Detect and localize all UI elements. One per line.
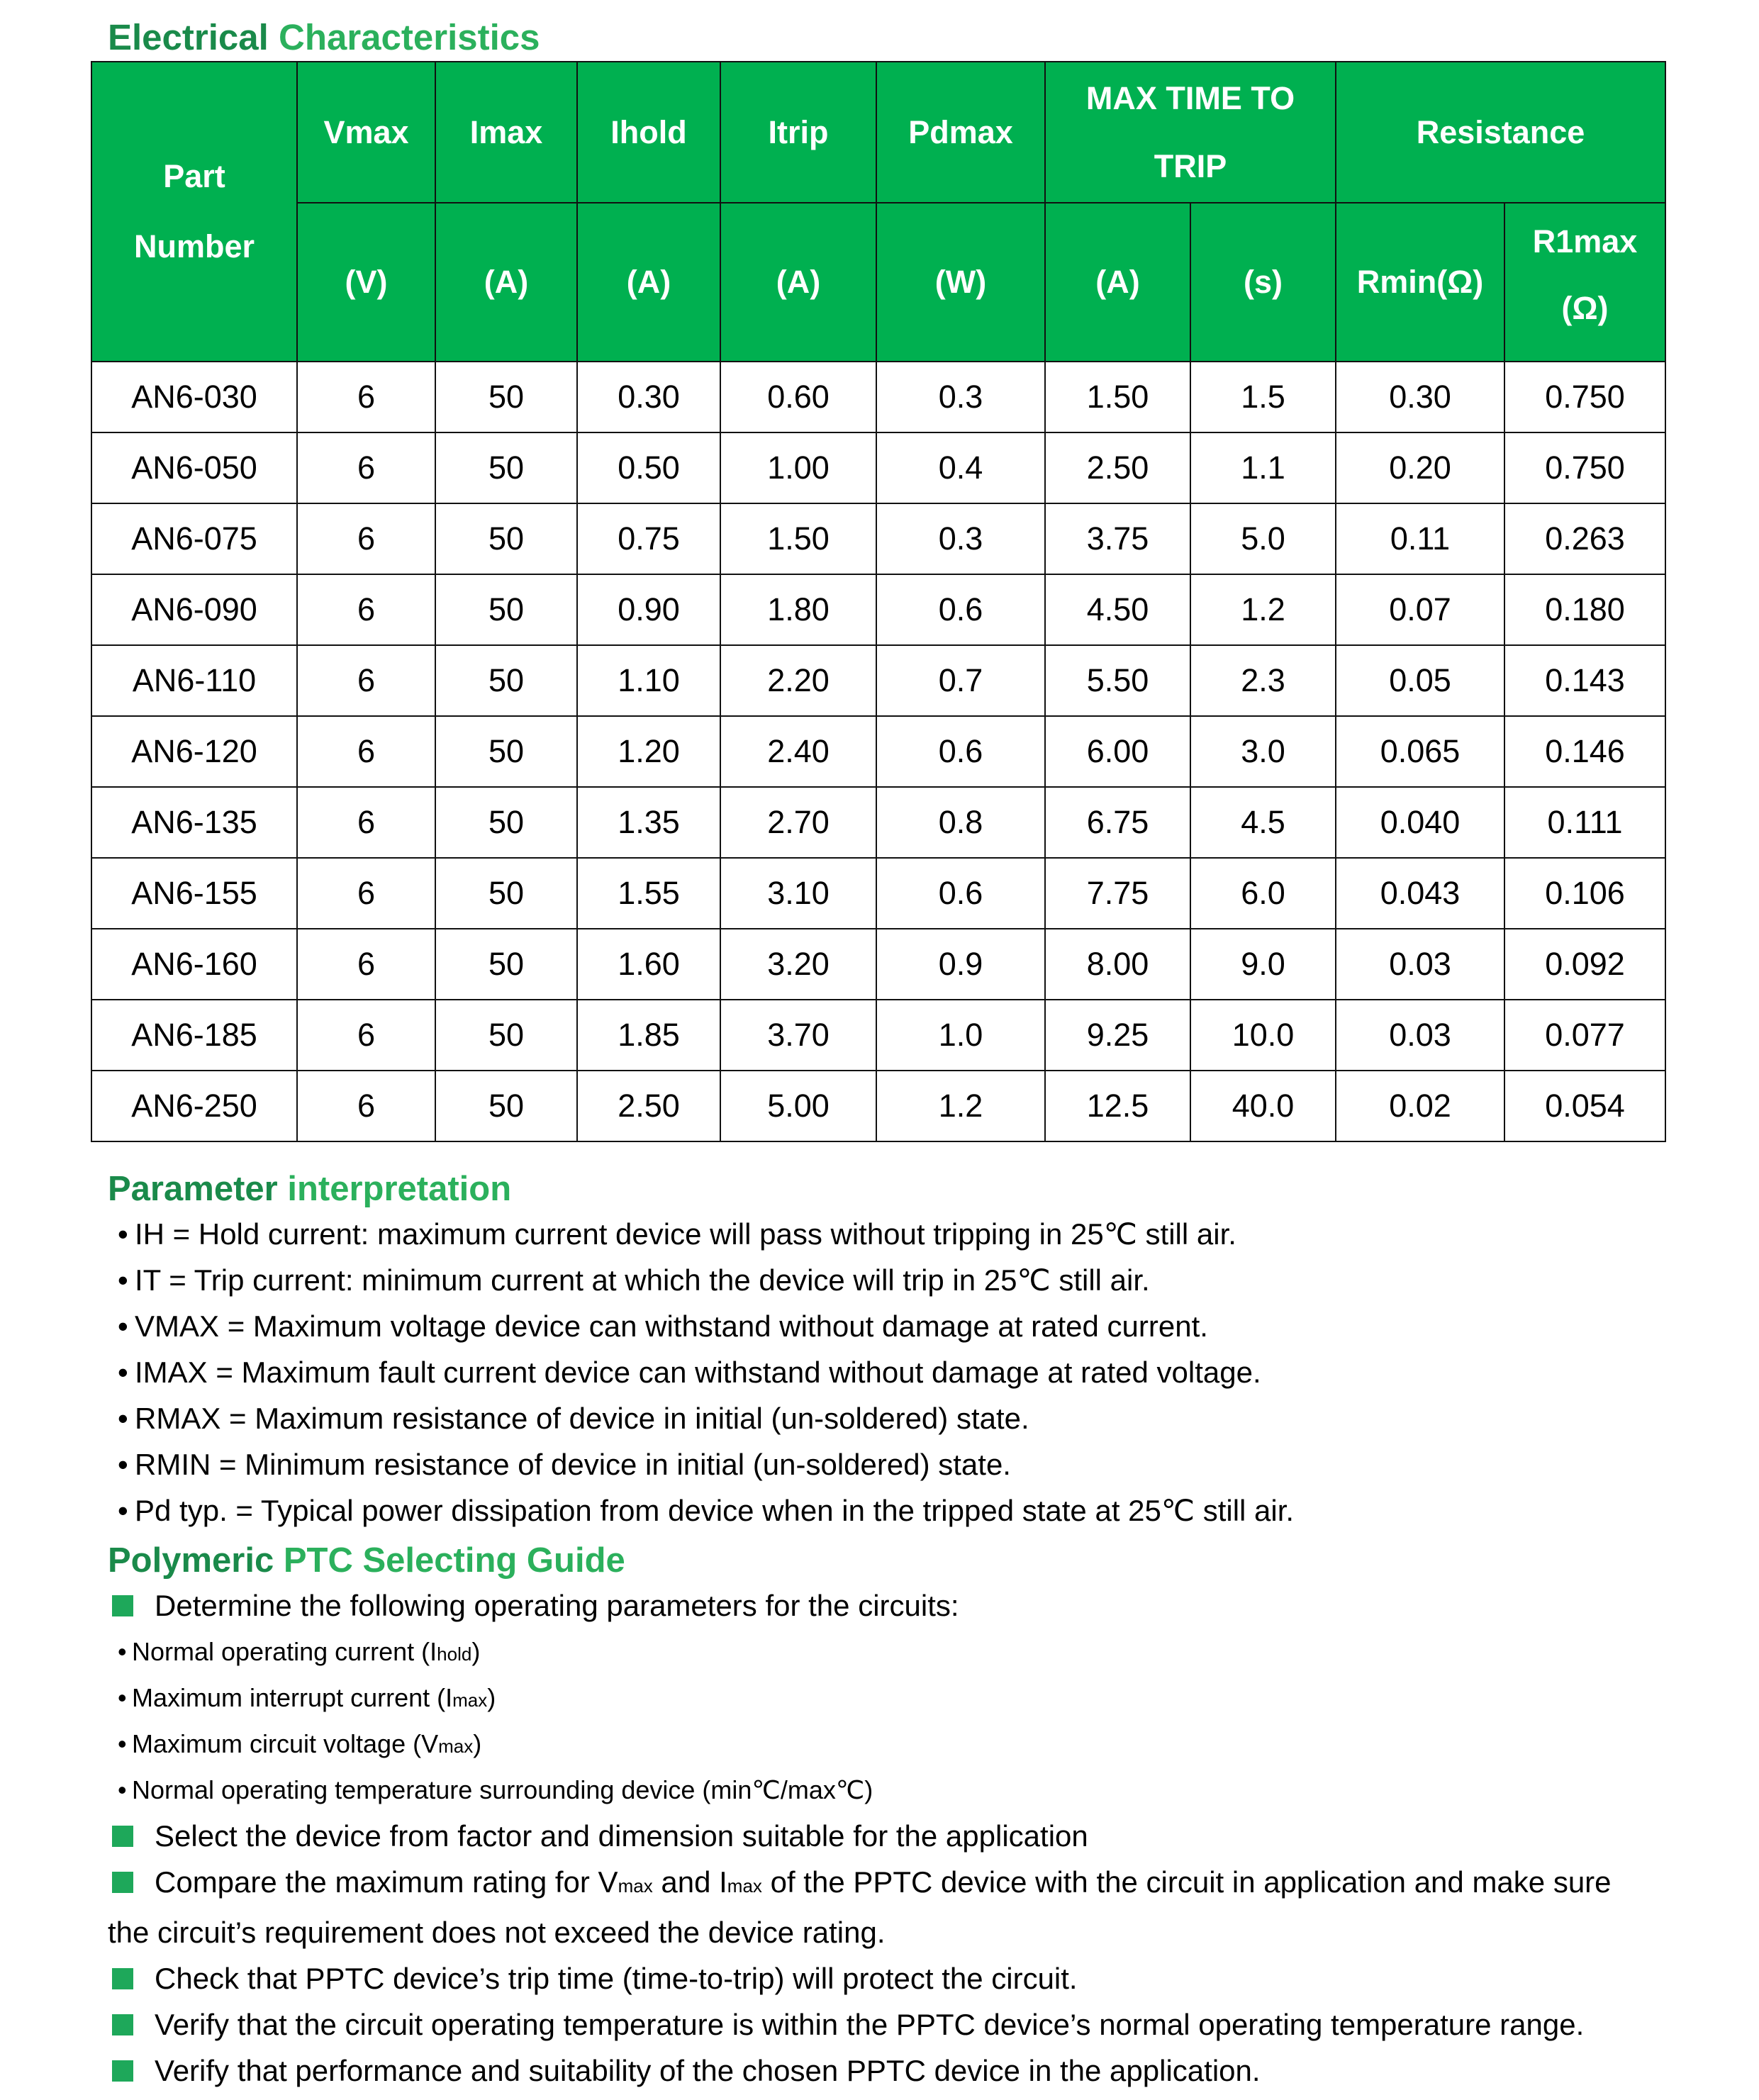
cell-vmax: 6 xyxy=(297,574,435,645)
cell-imax: 50 xyxy=(435,574,577,645)
cell-rmin: 0.05 xyxy=(1336,645,1504,716)
cell-maxtime-current: 8.00 xyxy=(1045,929,1190,1000)
cell-maxtime-current: 3.75 xyxy=(1045,503,1190,574)
cell-rmin: 0.07 xyxy=(1336,574,1504,645)
parameter-list xyxy=(108,1211,1696,1534)
table-row xyxy=(91,574,1665,645)
cell-itrip: 0.60 xyxy=(720,362,876,432)
list-item xyxy=(108,1349,1696,1395)
cell-vmax: 6 xyxy=(297,716,435,787)
operating-parameters-list xyxy=(108,1629,1696,1813)
cell-itrip: 3.70 xyxy=(720,1000,876,1071)
header-r1max xyxy=(1504,203,1665,362)
cell-itrip: 5.00 xyxy=(720,1071,876,1141)
cell-rmin: 0.03 xyxy=(1336,929,1504,1000)
cell-r1max: 0.092 xyxy=(1504,929,1665,1000)
cell-part-number: AN6-075 xyxy=(91,503,297,574)
table-row xyxy=(91,787,1665,858)
green-square-icon xyxy=(112,1872,133,1893)
cell-itrip: 2.70 xyxy=(720,787,876,858)
guide-step-text: Verify that performance and suitability of the chosen PPTC device in the application. xyxy=(155,2054,1261,2087)
bullet-dot-icon: • xyxy=(118,1729,127,1758)
list-item xyxy=(108,1395,1696,1441)
cell-vmax: 6 xyxy=(297,362,435,432)
cell-part-number: AN6-110 xyxy=(91,645,297,716)
cell-part-number: AN6-090 xyxy=(91,574,297,645)
cell-rmin: 0.040 xyxy=(1336,787,1504,858)
table-row xyxy=(91,503,1665,574)
table-row xyxy=(91,858,1665,929)
cell-pdmax: 0.7 xyxy=(876,645,1045,716)
cell-maxtime-seconds: 2.3 xyxy=(1190,645,1336,716)
list-item xyxy=(108,1303,1696,1349)
list-item xyxy=(108,1629,1696,1675)
header-itrip-unit: (A) xyxy=(720,203,876,362)
table-row xyxy=(91,716,1665,787)
electrical-characteristics-table xyxy=(91,61,1666,1142)
guide-step-text: and I xyxy=(652,1865,727,1899)
cell-itrip: 1.80 xyxy=(720,574,876,645)
cell-ihold: 0.75 xyxy=(577,503,720,574)
green-square-icon xyxy=(112,1968,133,1989)
cell-r1max: 0.143 xyxy=(1504,645,1665,716)
table-row xyxy=(91,645,1665,716)
cell-maxtime-seconds: 10.0 xyxy=(1190,1000,1336,1071)
sub-text: Maximum circuit voltage (V xyxy=(132,1729,439,1758)
parameter-text: VMAX = Maximum voltage device can withstand without damage at rated current. xyxy=(135,1309,1208,1343)
bullet-dot-icon: • xyxy=(118,1356,128,1389)
cell-pdmax: 0.4 xyxy=(876,432,1045,503)
cell-imax: 50 xyxy=(435,787,577,858)
table-row xyxy=(91,929,1665,1000)
parameter-text: Pd typ. = Typical power dissipation from device when in the tripped state at 25℃ still air. xyxy=(135,1494,1295,1527)
list-item xyxy=(108,1257,1696,1303)
cell-maxtime-seconds: 4.5 xyxy=(1190,787,1336,858)
cell-vmax: 6 xyxy=(297,1000,435,1071)
cell-maxtime-seconds: 3.0 xyxy=(1190,716,1336,787)
guide-step-text: Compare the maximum rating for V xyxy=(155,1865,618,1899)
header-ihold-unit: (A) xyxy=(577,203,720,362)
cell-pdmax: 0.6 xyxy=(876,858,1045,929)
cell-r1max: 0.054 xyxy=(1504,1071,1665,1141)
header-imax-unit: (A) xyxy=(435,203,577,362)
guide-title-word-1: Polymeric xyxy=(108,1541,274,1580)
subscript: max xyxy=(452,1690,488,1711)
header-rmin: Rmin(Ω) xyxy=(1336,203,1504,362)
cell-pdmax: 0.3 xyxy=(876,503,1045,574)
cell-maxtime-current: 7.75 xyxy=(1045,858,1190,929)
list-item xyxy=(108,1441,1696,1487)
cell-maxtime-seconds: 9.0 xyxy=(1190,929,1336,1000)
list-item xyxy=(108,1675,1696,1721)
cell-ihold: 1.85 xyxy=(577,1000,720,1071)
subscript: max xyxy=(618,1875,653,1897)
guide-step xyxy=(108,1813,1696,1859)
table-row xyxy=(91,1000,1665,1071)
bullet-dot-icon: • xyxy=(118,1309,128,1343)
params-title-word-1: Parameter xyxy=(108,1170,278,1208)
params-title-word-2: interpretation xyxy=(287,1170,512,1208)
bullet-dot-icon: • xyxy=(118,1217,128,1251)
subscript: max xyxy=(438,1736,474,1757)
list-item xyxy=(108,1487,1696,1534)
list-item xyxy=(108,1721,1696,1767)
header-maxtime-seconds-unit: (s) xyxy=(1190,203,1336,362)
header-r1max-line2: (Ω) xyxy=(1561,290,1609,326)
cell-maxtime-current: 6.75 xyxy=(1045,787,1190,858)
header-pdmax-unit: (W) xyxy=(876,203,1045,362)
cell-imax: 50 xyxy=(435,716,577,787)
parameter-text: IMAX = Maximum fault current device can withstand without damage at rated voltage. xyxy=(135,1356,1261,1389)
subscript: hold xyxy=(437,1643,472,1665)
cell-rmin: 0.043 xyxy=(1336,858,1504,929)
cell-part-number: AN6-155 xyxy=(91,858,297,929)
cell-maxtime-seconds: 40.0 xyxy=(1190,1071,1336,1141)
cell-r1max: 0.077 xyxy=(1504,1000,1665,1071)
header-r1max-line1: R1max xyxy=(1532,223,1638,259)
bullet-dot-icon: • xyxy=(118,1402,128,1435)
cell-vmax: 6 xyxy=(297,1071,435,1141)
cell-pdmax: 0.6 xyxy=(876,716,1045,787)
cell-maxtime-current: 4.50 xyxy=(1045,574,1190,645)
cell-imax: 50 xyxy=(435,1000,577,1071)
cell-itrip: 2.20 xyxy=(720,645,876,716)
parameter-text: RMAX = Maximum resistance of device in initial (un-soldered) state. xyxy=(135,1402,1029,1435)
cell-maxtime-current: 1.50 xyxy=(1045,362,1190,432)
cell-maxtime-current: 9.25 xyxy=(1045,1000,1190,1071)
cell-ihold: 0.30 xyxy=(577,362,720,432)
header-part-number xyxy=(91,62,297,362)
cell-vmax: 6 xyxy=(297,858,435,929)
cell-imax: 50 xyxy=(435,645,577,716)
guide-step-text: Check that PPTC device’s trip time (time-to-trip) will protect the circuit. xyxy=(155,1962,1078,1995)
cell-maxtime-seconds: 1.1 xyxy=(1190,432,1336,503)
guide-title-word-2: PTC Selecting Guide xyxy=(283,1541,625,1580)
title-word-1: Electrical xyxy=(108,17,269,57)
table-row xyxy=(91,432,1665,503)
cell-imax: 50 xyxy=(435,858,577,929)
list-item xyxy=(108,1767,1696,1813)
cell-maxtime-current: 12.5 xyxy=(1045,1071,1190,1141)
cell-ihold: 0.50 xyxy=(577,432,720,503)
cell-pdmax: 1.2 xyxy=(876,1071,1045,1141)
guide-step-text: of the PPTC device with the circuit in application and make sure xyxy=(761,1865,1612,1899)
cell-vmax: 6 xyxy=(297,503,435,574)
cell-r1max: 0.180 xyxy=(1504,574,1665,645)
parameter-interpretation-title xyxy=(108,1167,1696,1211)
bullet-dot-icon: • xyxy=(118,1637,127,1666)
cell-part-number: AN6-250 xyxy=(91,1071,297,1141)
sub-text-end: ) xyxy=(487,1683,496,1712)
guide-step xyxy=(108,1859,1700,1955)
list-item xyxy=(108,1211,1696,1257)
cell-pdmax: 0.8 xyxy=(876,787,1045,858)
sub-text: Normal operating temperature surrounding device (min℃/max℃) xyxy=(132,1775,873,1804)
cell-ihold: 1.60 xyxy=(577,929,720,1000)
cell-maxtime-current: 6.00 xyxy=(1045,716,1190,787)
bullet-dot-icon: • xyxy=(118,1263,128,1297)
cell-itrip: 1.00 xyxy=(720,432,876,503)
cell-rmin: 0.03 xyxy=(1336,1000,1504,1071)
cell-r1max: 0.750 xyxy=(1504,362,1665,432)
cell-itrip: 1.50 xyxy=(720,503,876,574)
green-square-icon xyxy=(112,2014,133,2035)
green-square-icon xyxy=(112,2060,133,2082)
cell-maxtime-current: 5.50 xyxy=(1045,645,1190,716)
selecting-guide-title xyxy=(108,1538,1696,1582)
cell-vmax: 6 xyxy=(297,787,435,858)
parameter-text: IH = Hold current: maximum current device will pass without tripping in 25℃ still air. xyxy=(135,1217,1236,1251)
header-vmax: Vmax xyxy=(297,62,435,203)
sub-text: Normal operating current (I xyxy=(132,1637,437,1666)
cell-vmax: 6 xyxy=(297,432,435,503)
table-row xyxy=(91,1071,1665,1141)
cell-vmax: 6 xyxy=(297,645,435,716)
parameter-text: IT = Trip current: minimum current at which the device will trip in 25℃ still air. xyxy=(135,1263,1150,1297)
subscript: max xyxy=(727,1875,762,1897)
header-pdmax: Pdmax xyxy=(876,62,1045,203)
header-imax: Imax xyxy=(435,62,577,203)
guide-step-text: Select the device from factor and dimension suitable for the application xyxy=(155,1819,1088,1853)
cell-vmax: 6 xyxy=(297,929,435,1000)
cell-rmin: 0.30 xyxy=(1336,362,1504,432)
green-square-icon xyxy=(112,1595,133,1616)
cell-ihold: 1.20 xyxy=(577,716,720,787)
cell-r1max: 0.146 xyxy=(1504,716,1665,787)
bullet-dot-icon: • xyxy=(118,1683,127,1712)
title-word-2: Characteristics xyxy=(278,17,540,57)
cell-imax: 50 xyxy=(435,1071,577,1141)
cell-imax: 50 xyxy=(435,929,577,1000)
cell-ihold: 0.90 xyxy=(577,574,720,645)
bullet-dot-icon: • xyxy=(118,1494,128,1527)
cell-part-number: AN6-135 xyxy=(91,787,297,858)
header-part-line1: Part xyxy=(163,158,225,194)
cell-part-number: AN6-185 xyxy=(91,1000,297,1071)
guide-step xyxy=(108,2001,1696,2048)
guide-step-text: Determine the following operating parameters for the circuits: xyxy=(155,1589,959,1622)
header-max-time-to-trip xyxy=(1045,62,1336,203)
cell-pdmax: 0.9 xyxy=(876,929,1045,1000)
cell-pdmax: 0.3 xyxy=(876,362,1045,432)
cell-maxtime-seconds: 5.0 xyxy=(1190,503,1336,574)
cell-rmin: 0.065 xyxy=(1336,716,1504,787)
header-part-line2: Number xyxy=(133,228,255,264)
cell-rmin: 0.11 xyxy=(1336,503,1504,574)
parameter-text: RMIN = Minimum resistance of device in initial (un-soldered) state. xyxy=(135,1448,1011,1481)
table-row xyxy=(91,362,1665,432)
cell-maxtime-seconds: 6.0 xyxy=(1190,858,1336,929)
sub-text: Maximum interrupt current (I xyxy=(132,1683,453,1712)
bullet-dot-icon: • xyxy=(118,1775,127,1804)
cell-r1max: 0.106 xyxy=(1504,858,1665,929)
cell-r1max: 0.111 xyxy=(1504,787,1665,858)
guide-step xyxy=(108,1582,1696,1629)
header-itrip: Itrip xyxy=(720,62,876,203)
cell-r1max: 0.750 xyxy=(1504,432,1665,503)
cell-itrip: 2.40 xyxy=(720,716,876,787)
guide-step xyxy=(108,2048,1696,2094)
sub-text-end: ) xyxy=(473,1729,482,1758)
header-vmax-unit: (V) xyxy=(297,203,435,362)
cell-part-number: AN6-160 xyxy=(91,929,297,1000)
electrical-characteristics-title xyxy=(108,16,540,60)
cell-pdmax: 1.0 xyxy=(876,1000,1045,1071)
cell-ihold: 1.35 xyxy=(577,787,720,858)
parameter-interpretation-section xyxy=(108,1167,1696,1534)
guide-step xyxy=(108,1955,1696,2001)
header-maxtime-line1: MAX TIME TO xyxy=(1085,79,1295,116)
cell-part-number: AN6-120 xyxy=(91,716,297,787)
cell-part-number: AN6-030 xyxy=(91,362,297,432)
cell-maxtime-seconds: 1.5 xyxy=(1190,362,1336,432)
selecting-guide-section xyxy=(108,1538,1696,2094)
cell-maxtime-seconds: 1.2 xyxy=(1190,574,1336,645)
header-ihold: Ihold xyxy=(577,62,720,203)
cell-itrip: 3.20 xyxy=(720,929,876,1000)
cell-imax: 50 xyxy=(435,503,577,574)
cell-itrip: 3.10 xyxy=(720,858,876,929)
green-square-icon xyxy=(112,1826,133,1847)
header-maxtime-line2: TRIP xyxy=(1154,147,1227,184)
cell-ihold: 1.55 xyxy=(577,858,720,929)
cell-imax: 50 xyxy=(435,432,577,503)
cell-part-number: AN6-050 xyxy=(91,432,297,503)
header-maxtime-current-unit: (A) xyxy=(1045,203,1190,362)
cell-pdmax: 0.6 xyxy=(876,574,1045,645)
cell-r1max: 0.263 xyxy=(1504,503,1665,574)
cell-rmin: 0.02 xyxy=(1336,1071,1504,1141)
cell-ihold: 1.10 xyxy=(577,645,720,716)
guide-step-continuation: the circuit’s requirement does not exceed the device rating. xyxy=(108,1916,886,1949)
sub-text-end: ) xyxy=(471,1637,481,1666)
cell-imax: 50 xyxy=(435,362,577,432)
cell-maxtime-current: 2.50 xyxy=(1045,432,1190,503)
cell-ihold: 2.50 xyxy=(577,1071,720,1141)
guide-step-text: Verify that the circuit operating temperature is within the PPTC device’s normal operating temperature range. xyxy=(155,2008,1585,2041)
bullet-dot-icon: • xyxy=(118,1448,128,1481)
header-resistance: Resistance xyxy=(1336,62,1665,203)
cell-rmin: 0.20 xyxy=(1336,432,1504,503)
